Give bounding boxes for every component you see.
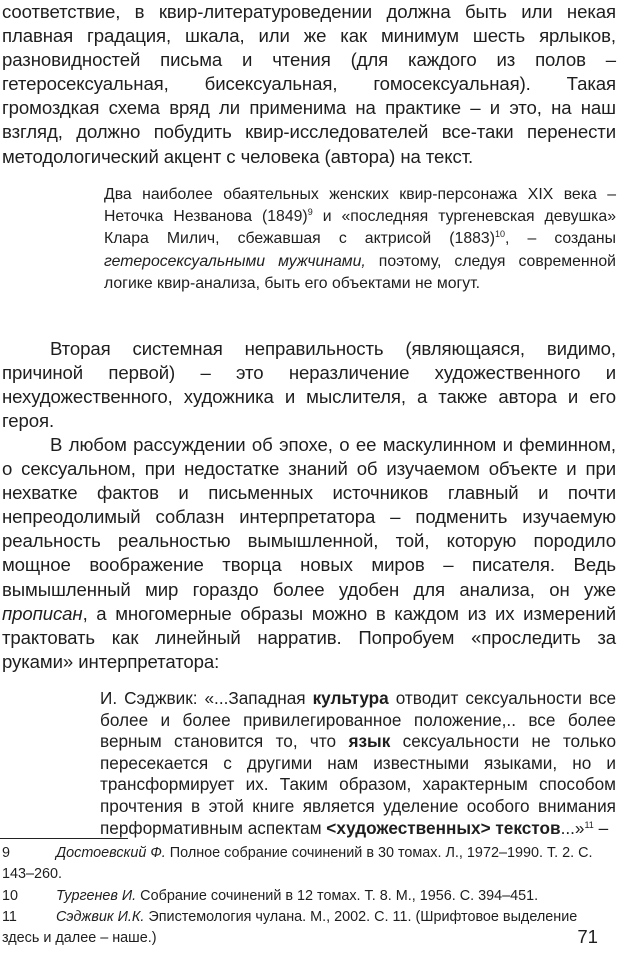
footnote-separator — [0, 838, 128, 839]
quote2-bold-3: <художественных> текстов — [326, 817, 561, 838]
footnote-text: Полное собрание сочинений в 30 томах. Л., 1972–1990. Т. 2. С. 143–260. — [2, 845, 593, 883]
quote2-text-1: И. Сэджвик: «...Западная — [100, 688, 313, 708]
quote1-text-2: и «последняя тургеневская девушка» Клара Милич, сбежавшая с актрисой (1883) — [104, 208, 616, 248]
footnote-text: Собрание сочинений в 12 томах. Т. 8. М., 1956. С. 394–451. — [136, 888, 539, 904]
paragraph-2: Вторая системная неправильность (являющаяся, видимо, причиной первой) – это неразличение художественного и нехудожественного, художника и мыслителя, а также автора и его героя. — [2, 338, 616, 432]
block-quote-1 — [104, 184, 616, 295]
para3-text-1: В любом рассуждении об эпохе, о ее маскулинном и феминном, о сексуальном, при недостатке знаний об изучаемом объекте и при нехватке фактов и письменных источников главный и почти непреодолимый соблазн интерпретатора – подменить изучаемую реальность реальностью вымышленной, той, которую породило мощное воображение творца новых миров – писателя. Ведь вымышленный мир гораздо более удобен для анализа, он уже — [2, 434, 616, 600]
footnote-10 — [2, 886, 612, 907]
quote1-text-3: , – созданы — [504, 230, 616, 248]
footnote-11 — [2, 907, 612, 950]
footnote-text: Эпистемология чулана. М., 2002. С. 11. (Шрифтовое выделение здесь и далее – наше.) — [2, 909, 578, 947]
quote2-text-3: сексуальности не только пересекается с другими нам известными языками, но и трансформирует их. Таким образом, характерным способом прочтения в этой книге является уделение особого внимания перформативным аспектам — [100, 731, 616, 838]
footnote-number: 9 — [2, 845, 11, 861]
footnote-author: Тургенев И. — [56, 888, 137, 904]
quote2-text-5: – — [593, 817, 609, 838]
quote1-text-1: Два наиболее обаятельных женских квир-персонажа XIX века – Неточка Незванова (1849) — [104, 186, 616, 226]
footnote-ref-9: 9 — [307, 207, 313, 218]
quote2-text-4: ...» — [560, 817, 585, 838]
para3-text-2: , а многомерные образы можно в каждом из их измерений трактовать как линейный нарратив. Попробуем «проследить за руками» интерпретатора: — [2, 602, 616, 672]
quote1-text-4: поэтому, следуя современной логике квир-анализа, быть его объектами не могут. — [104, 252, 616, 292]
para3-italic: прописан — [2, 602, 83, 624]
footnote-ref-11: 11 — [584, 819, 594, 830]
paragraph-3 — [2, 433, 616, 674]
quote1-italic: гетеросексуальными мужчинами, — [104, 252, 366, 270]
footnote-author: Достоевский Ф. — [56, 845, 166, 861]
footnote-ref-10: 10 — [494, 229, 505, 240]
block-quote-2 — [100, 688, 616, 839]
footnote-number: 11 — [2, 909, 17, 925]
paragraph-1: соответствие, в квир-литературоведении должна быть или некая плавная градация, шкала, или же как минимум шесть ярлыков, разновидностей письма и чтения (для каждого из полов – гетеросексуальная, бисексуальная, гомосексуальная). Такая громоздкая схема вряд ли применима на практике – и это, на наш взгляд, должно побудить квир-исследователей все-таки перенести методологический акцент с человека (автора) на текст. — [2, 1, 616, 167]
page-number: 71 — [577, 926, 598, 947]
quote2-bold-1: культура — [312, 688, 389, 708]
quote2-text-2: отводит сексуальности все более и более привилегированное положение,.. все более верным становится то, что — [100, 688, 616, 752]
footnote-9 — [2, 843, 612, 886]
footnote-author: Сэджвик И.К. — [56, 909, 145, 925]
quote2-bold-2: язык — [348, 731, 391, 752]
footnote-number: 10 — [2, 888, 19, 904]
